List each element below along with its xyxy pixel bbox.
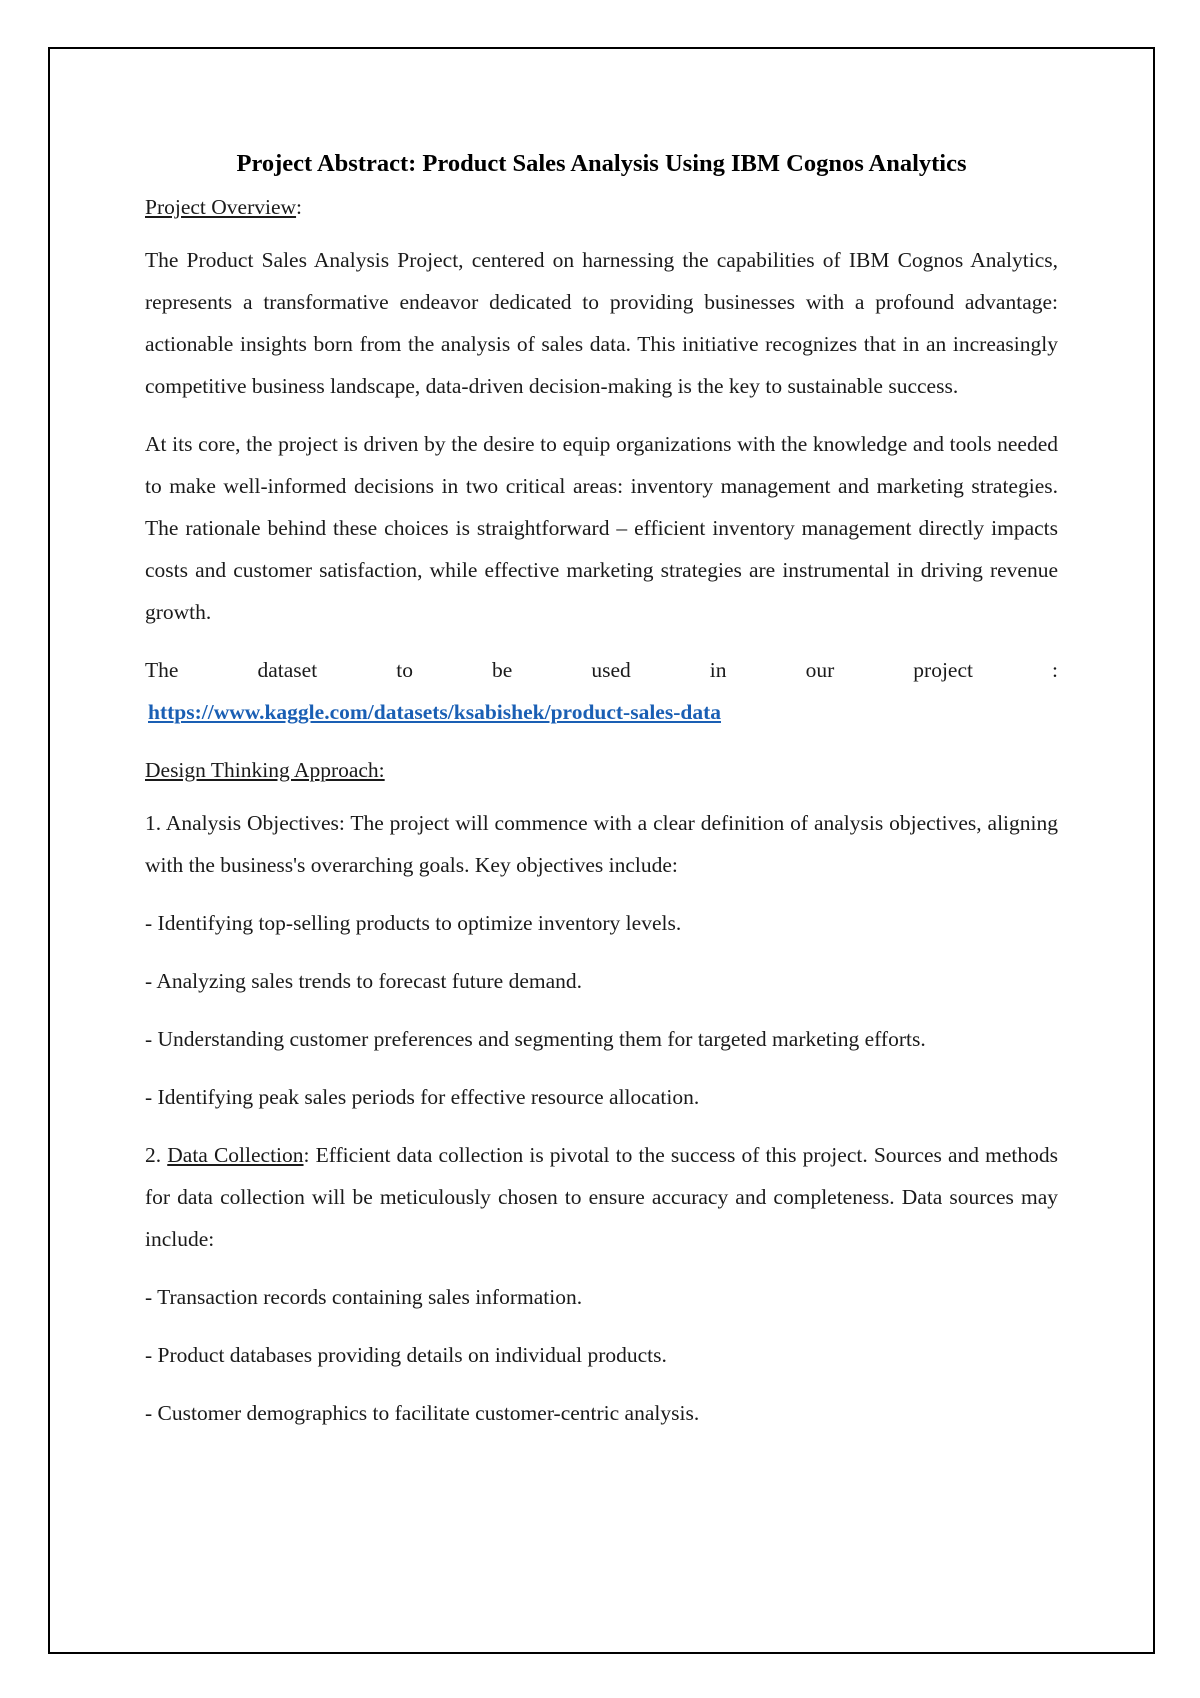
objective-item: - Understanding customer preferences and segmenting them for targeted marketing efforts. <box>145 1027 926 1051</box>
data-source-item: - Customer demographics to facilitate customer-centric analysis. <box>145 1401 700 1425</box>
document-body <box>145 146 1058 1450</box>
dataset-line: The dataset to be used in our project : <box>145 658 1058 682</box>
dataset-link[interactable]: https://www.kaggle.com/datasets/ksabishek/product-sales-data <box>148 700 721 724</box>
overview-paragraph-1: The Product Sales Analysis Project, centered on harnessing the capabilities of IBM Cognos Analytics, represents a transformative endeavor dedicated to providing businesses with a profound advantage: actionable insights born from the analysis of sales data. This initiative recognizes that in an increasingly competitive business landscape, data-driven decision-making is the key to sustainable success. <box>145 248 1058 398</box>
analysis-objectives-paragraph: 1. Analysis Objectives: The project will commence with a clear definition of analysis objectives, aligning with the business's overarching goals. Key objectives include: <box>145 811 1058 877</box>
dataset-paragraph <box>145 649 1058 733</box>
document-title: Project Abstract: Product Sales Analysis Using IBM Cognos Analytics <box>236 150 967 177</box>
project-overview-heading-colon: : <box>296 195 303 219</box>
data-collection-text: : Efficient data collection is pivotal to the success of this project. Sources and methods for data collection will be meticulously chosen to ensure accuracy and completeness. Data sources may include: <box>145 1143 1059 1251</box>
project-overview-heading-text: Project Overview <box>145 195 297 219</box>
data-collection-label: Data Collection <box>167 1143 304 1167</box>
design-thinking-heading: Design Thinking Approach: <box>145 758 385 782</box>
objective-item: - Identifying top-selling products to optimize inventory levels. <box>145 911 682 935</box>
data-collection-paragraph <box>145 1134 1058 1260</box>
data-source-item: - Transaction records containing sales information. <box>145 1285 583 1309</box>
objective-item: - Analyzing sales trends to forecast future demand. <box>145 969 583 993</box>
overview-paragraph-2: At its core, the project is driven by the desire to equip organizations with the knowledge and tools needed to make well-informed decisions in two critical areas: inventory management and marketing strategies. The rationale behind these choices is straightforward – efficient inventory management directly impacts costs and customer satisfaction, while effective marketing strategies are instrumental in driving revenue growth. <box>145 432 1058 624</box>
data-collection-number: 2. <box>145 1143 168 1167</box>
objective-item: - Identifying peak sales periods for effective resource allocation. <box>145 1085 700 1109</box>
data-source-item: - Product databases providing details on individual products. <box>145 1343 667 1367</box>
project-overview-heading <box>145 186 1058 228</box>
